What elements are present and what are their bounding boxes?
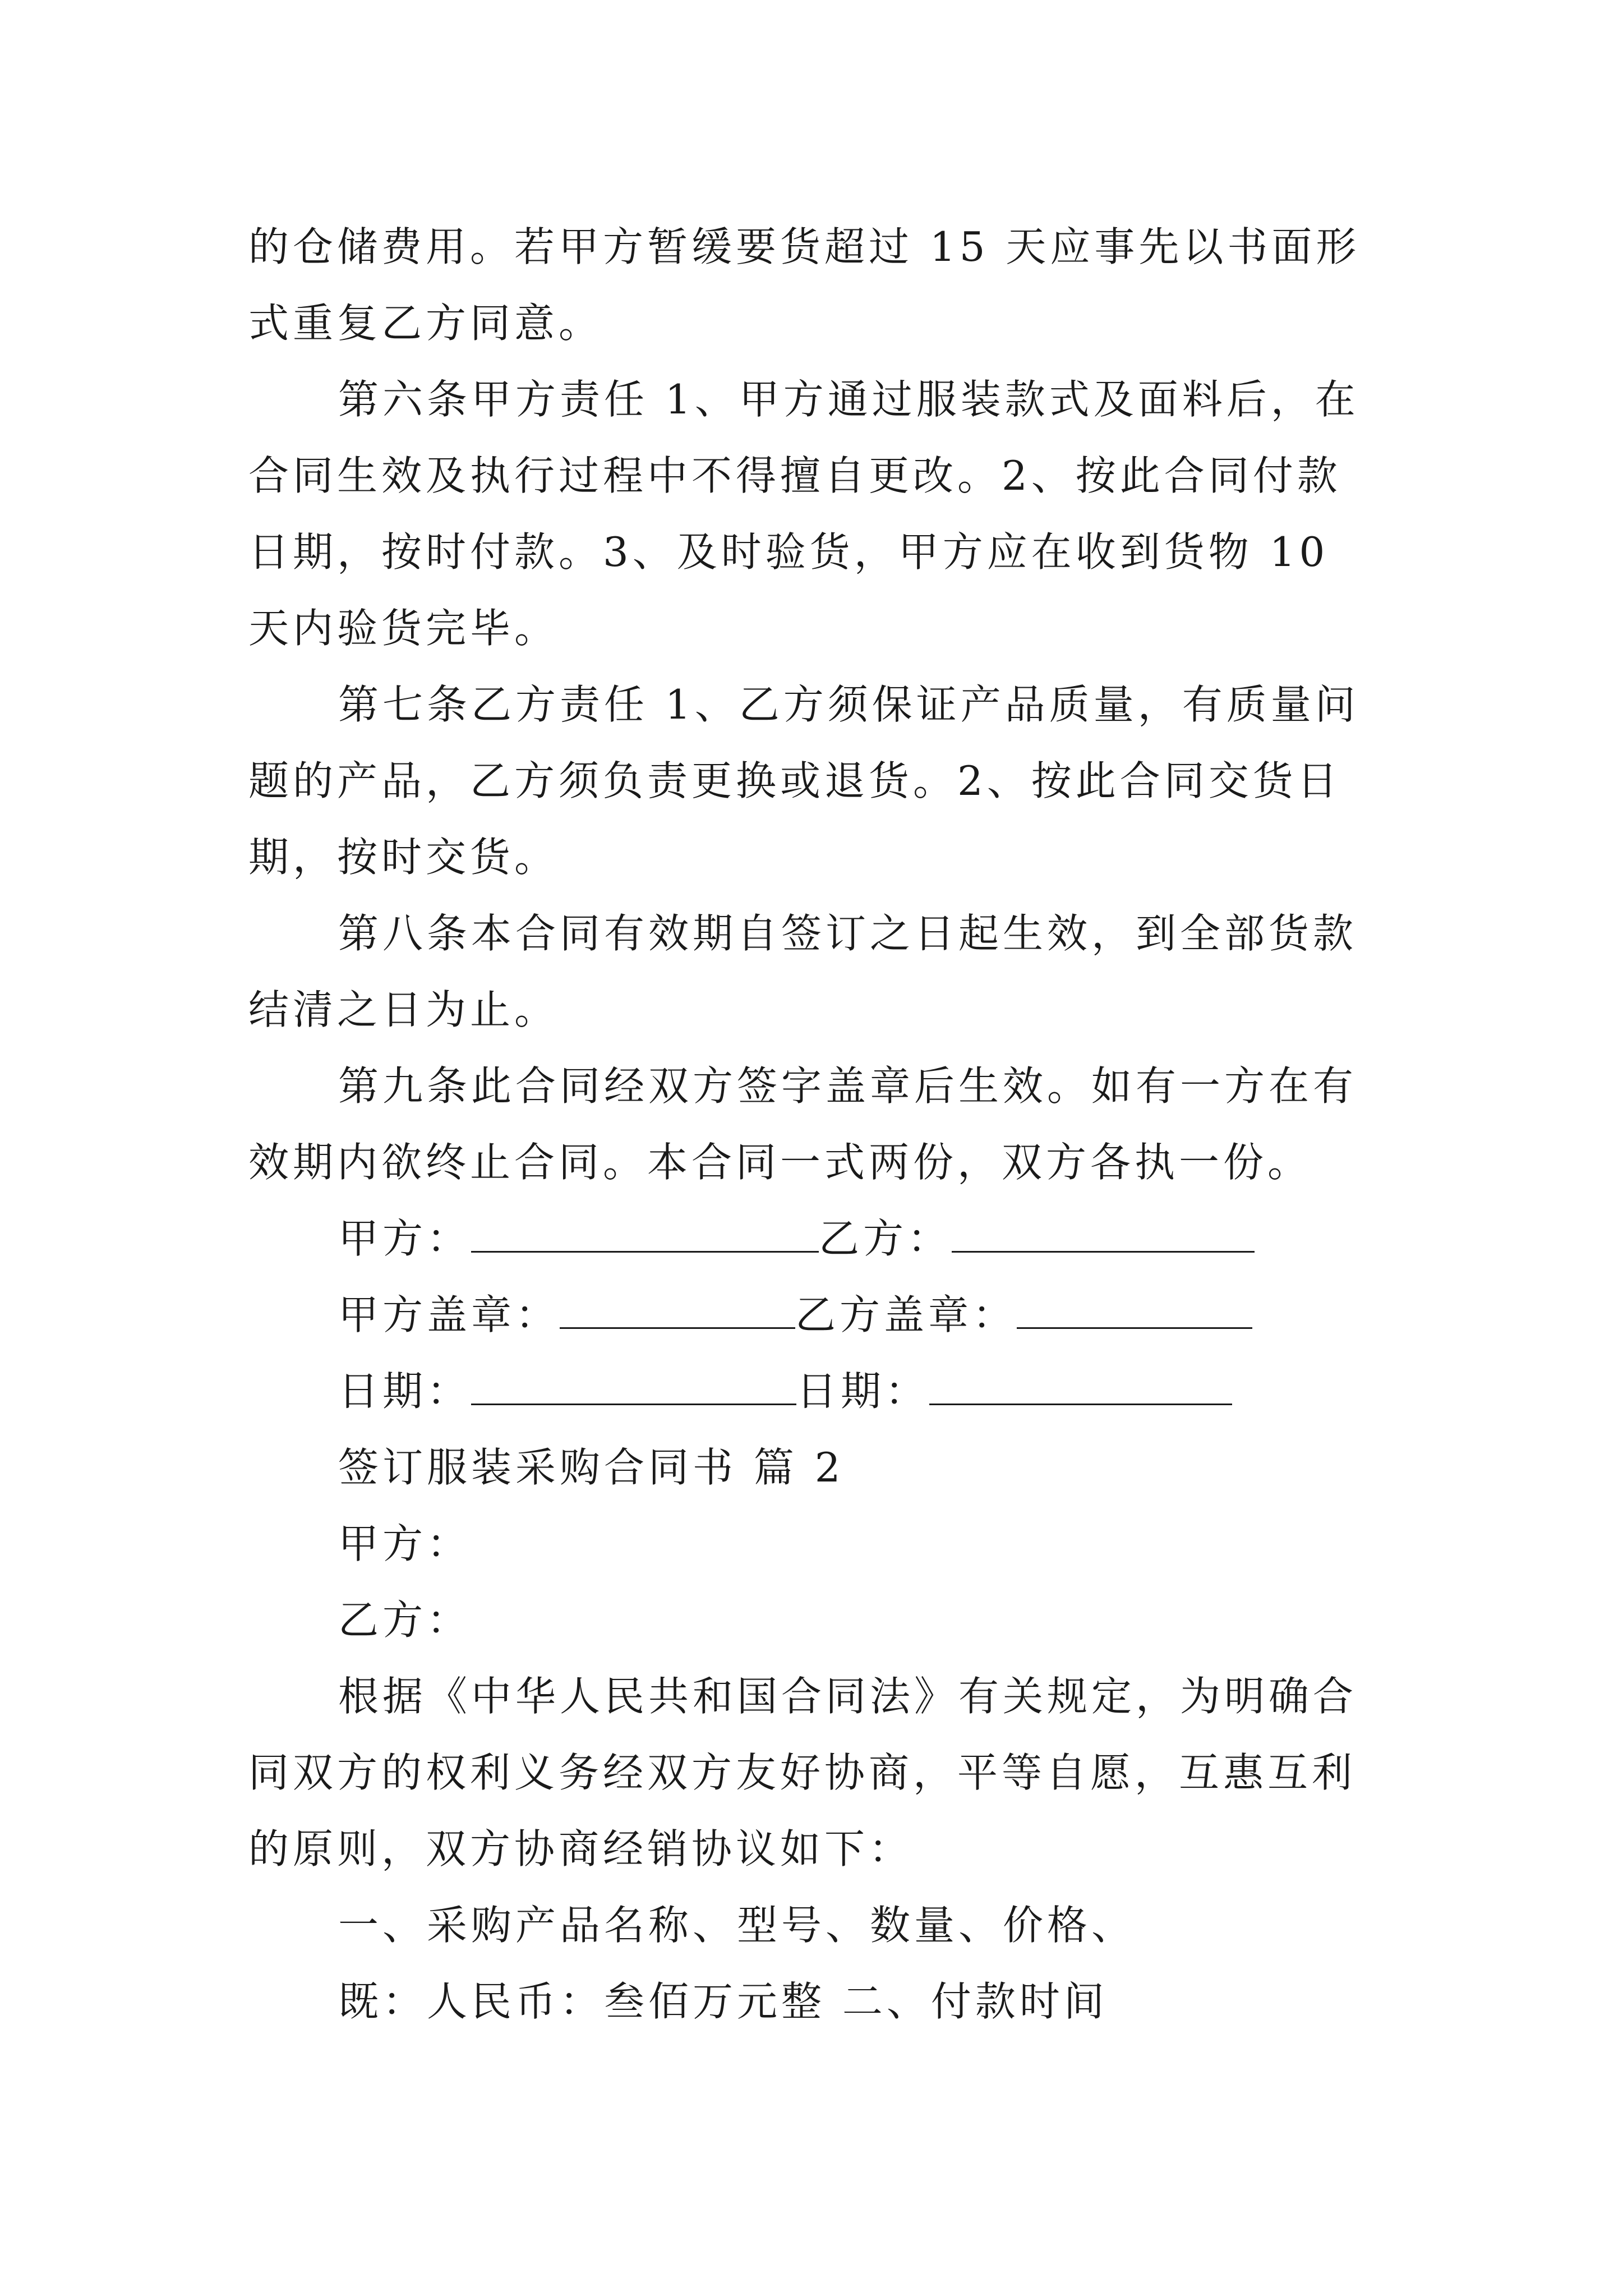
article-7 [248, 666, 1381, 895]
paragraph-text: 根据《中华人民共和国合同法》有关规定，为明确合同双方的权利义务经双方友好协商，平等自愿，互惠互利的原则，双方协商经销协议如下： [248, 1673, 1358, 1872]
seal-b-blank [1017, 1292, 1252, 1329]
article-6 [248, 361, 1381, 666]
paragraph-text: 第六条甲方责任 1、甲方通过服装款式及面料后，在合同生效及执行过程中不得擅自更改。2、按此合同付款日期，按时付款。3、及时验货，甲方应在收到货物 10 天内验货完毕。 [248, 376, 1359, 652]
section-2-title: 签订服装采购合同书 篇 2 [338, 1444, 845, 1491]
party-b-label: 乙方： [819, 1215, 952, 1262]
seal-a-blank [560, 1292, 795, 1329]
signature-row-date [338, 1353, 1232, 1429]
section-2-party-b: 乙方： [338, 1596, 472, 1644]
seal-b-label: 乙方盖章： [795, 1291, 1017, 1338]
section-2-party-a: 甲方： [338, 1520, 472, 1567]
date-a-blank [471, 1369, 796, 1405]
paragraph-text: 第九条此合同经双方签字盖章后生效。如有一方在有效期内欲终止合同。本合同一式两份，双方各执一份。 [248, 1062, 1358, 1186]
date-b-label: 日期： [796, 1368, 930, 1415]
paragraph-text: 第八条本合同有效期自签订之日起生效，到全部货款结清之日为止。 [248, 910, 1358, 1033]
paragraph-continuation [248, 209, 1381, 361]
section-2-item-1: 一、采购产品名称、型号、数量、价格、 [338, 1902, 1136, 1949]
article-9 [248, 1048, 1381, 1200]
signature-row-seal [338, 1277, 1252, 1353]
paragraph-text: 第七条乙方责任 1、乙方须保证产品质量，有质量问题的产品，乙方须负责更换或退货。2、按此合同交货日期，按时交货。 [248, 681, 1359, 881]
date-a-label: 日期： [338, 1368, 472, 1415]
seal-a-label: 甲方盖章： [338, 1291, 560, 1338]
section-2-intro [248, 1658, 1381, 1887]
party-a-label: 甲方： [338, 1215, 472, 1262]
paragraph-text: 的仓储费用。若甲方暂缓要货超过 15 天应事先以书面形式重复乙方同意。 [248, 223, 1361, 347]
party-b-blank [952, 1216, 1255, 1253]
signature-row-party [338, 1200, 1255, 1277]
section-2-item-2: 既：人民币：叁佰万元整 二、付款时间 [338, 1978, 1108, 2025]
date-b-blank [929, 1369, 1232, 1405]
article-8 [248, 895, 1381, 1048]
party-a-blank [471, 1216, 819, 1253]
